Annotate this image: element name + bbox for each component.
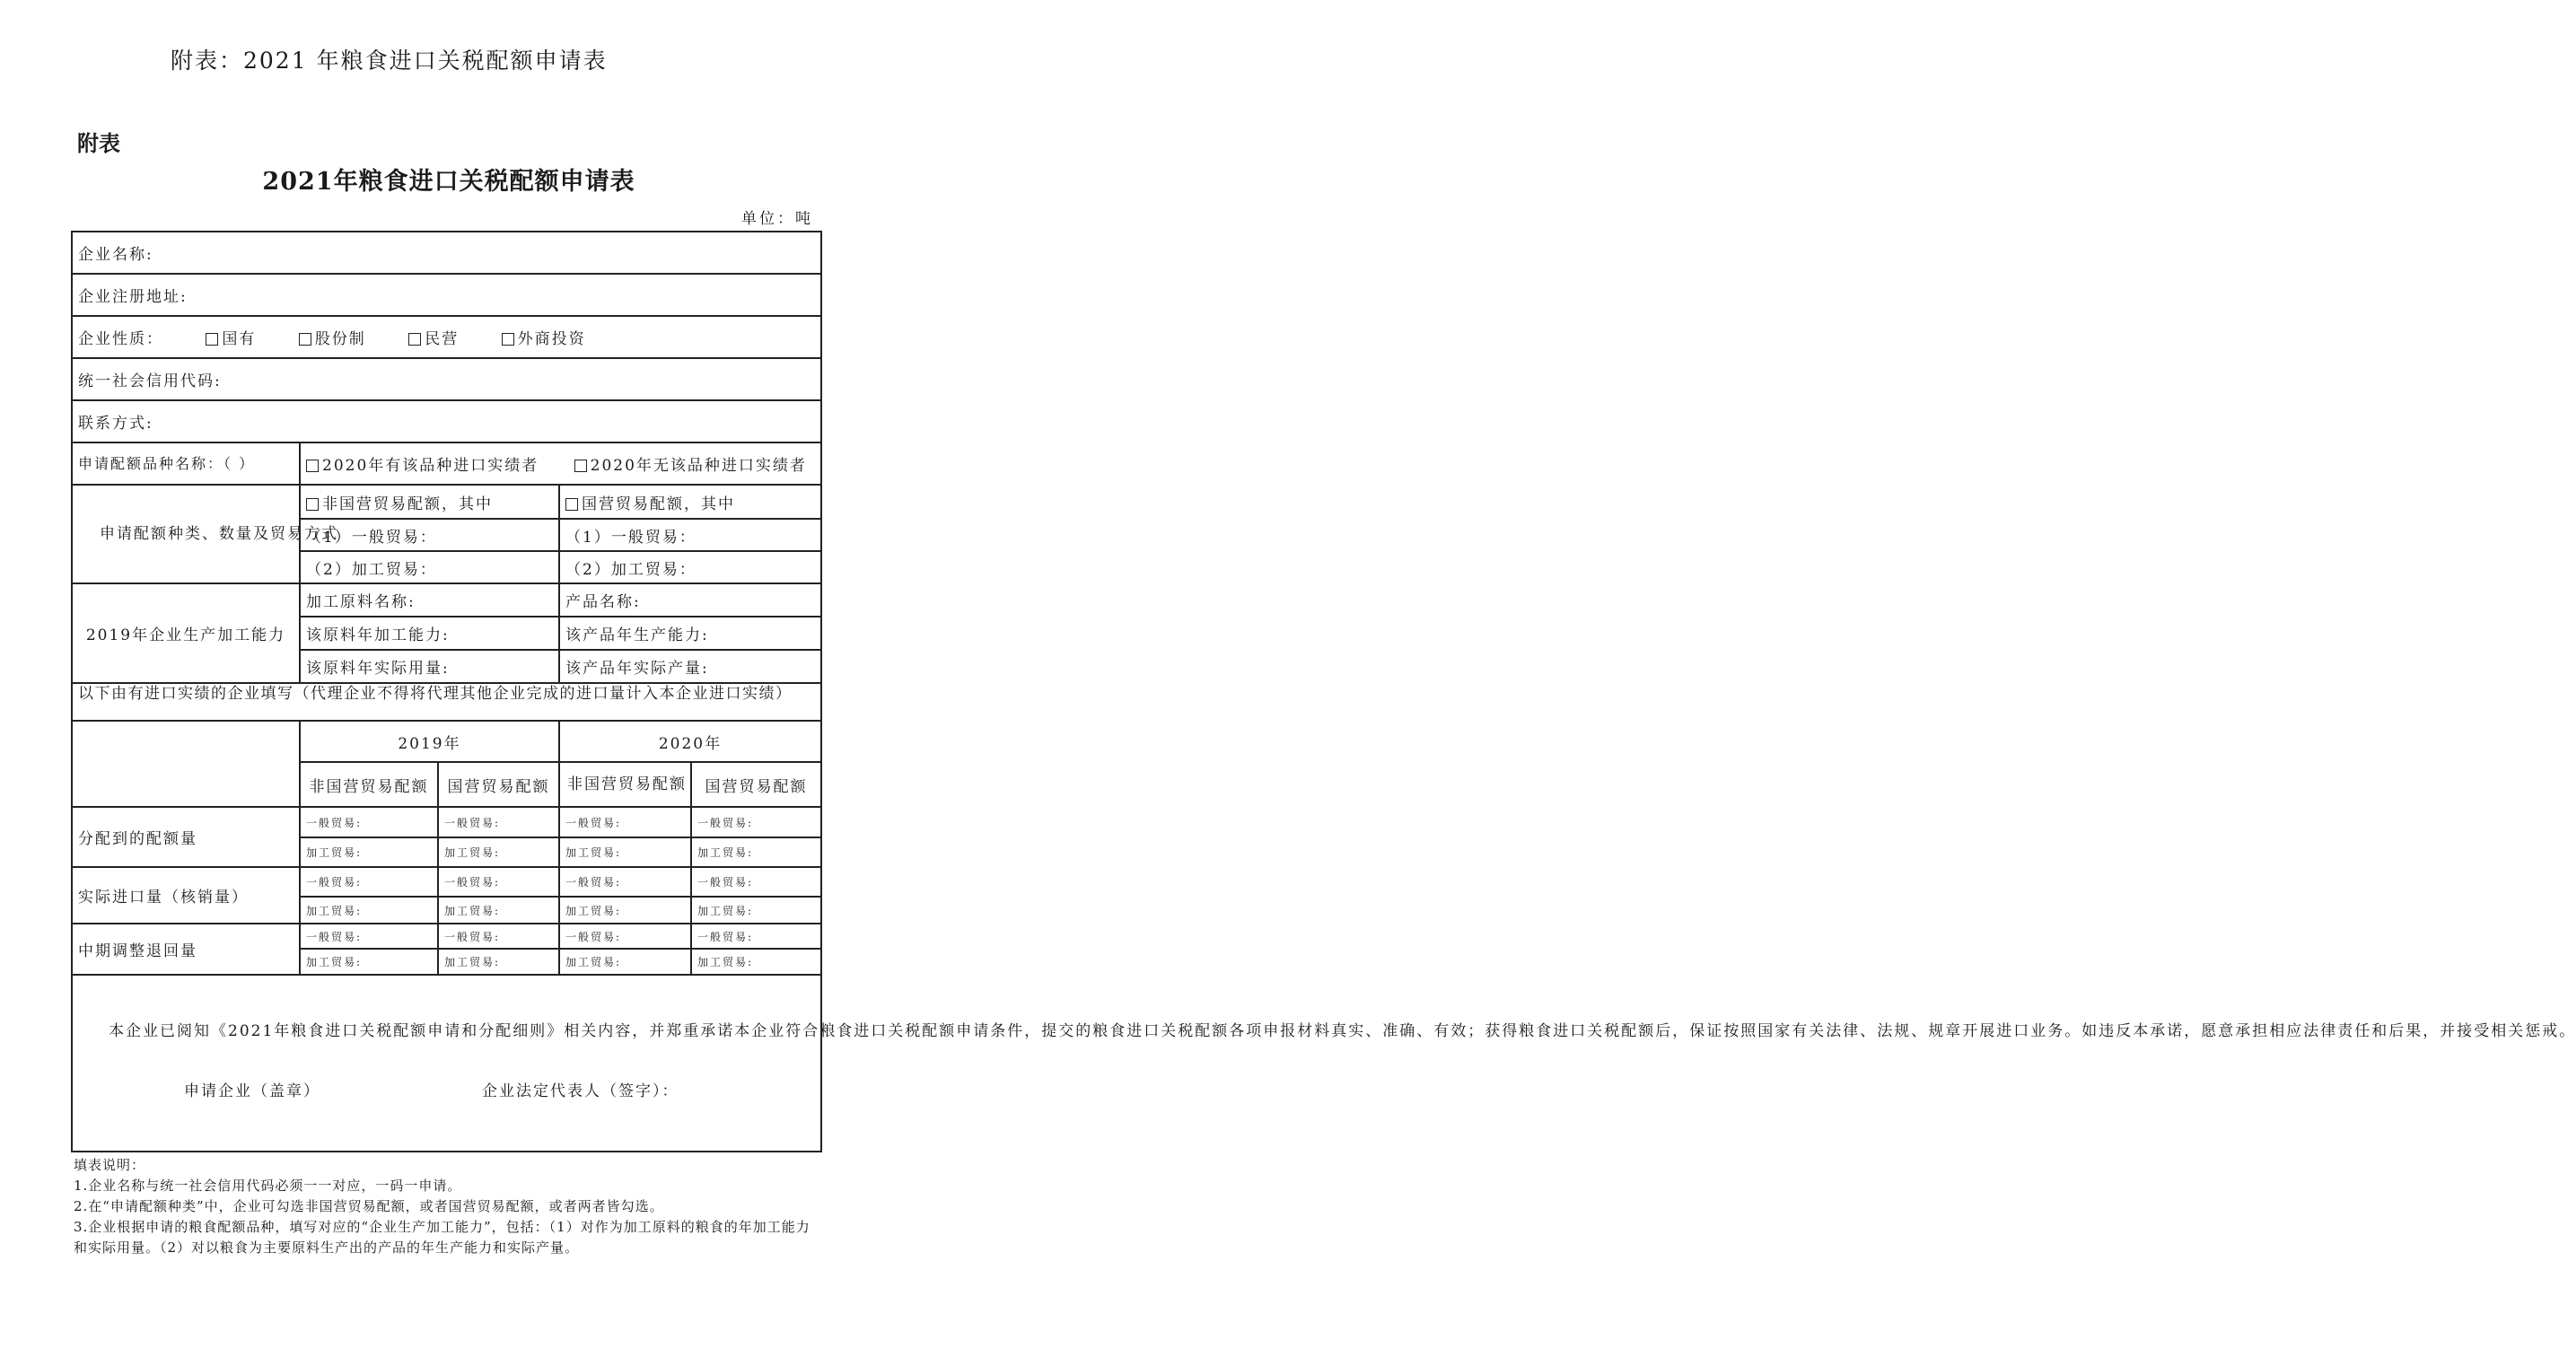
performance-note: 以下由有进口实绩的企业填写（代理企业不得将代理其他企业完成的进口量计入本企业进口实绩）: [72, 683, 821, 721]
nature-option-joint-stock[interactable]: 股份制: [299, 326, 366, 348]
non-state-processing-trade-field[interactable]: （2）加工贸易：: [300, 551, 559, 583]
cell-general-trade[interactable]: 一般贸易:: [691, 867, 821, 897]
company-nature-row: [72, 316, 821, 358]
product-output-field[interactable]: 该产品年实际产量:: [559, 650, 821, 683]
cell-general-trade[interactable]: 一般贸易:: [300, 867, 438, 897]
contact-field[interactable]: 联系方式:: [72, 400, 821, 442]
checkbox-icon[interactable]: [408, 333, 421, 346]
cell-processing-trade[interactable]: 加工贸易:: [559, 949, 691, 975]
application-form-table: [71, 231, 2576, 1152]
page-header: 附表：2021 年粮食进口关税配额申请表: [171, 48, 608, 74]
promise-section: [72, 975, 2576, 1152]
cell-general-trade[interactable]: 一般贸易:: [438, 924, 559, 949]
company-name-field[interactable]: 企业名称:: [72, 232, 821, 274]
capacity-label: 2019年企业生产加工能力: [72, 583, 300, 683]
product-name-field[interactable]: 产品名称:: [559, 583, 821, 617]
promise-text: 本企业已阅知《2021年粮食进口关税配额申请和分配细则》相关内容，并郑重承诺本企业符合粮食进口关税配额申请条件，提交的粮食进口关税配额各项申报材料真实、准确、有效；获得粮食进口关税配额后，保证按照国家有关法律、法规、规章开展进口业务。如违反本承诺，愿意承担相应法律责任和后果，并接受相关惩戒。: [109, 1022, 2576, 1040]
cell-general-trade[interactable]: 一般贸易:: [691, 807, 821, 837]
cell-general-trade[interactable]: 一般贸易:: [559, 807, 691, 837]
unit-label: 单位：吨: [741, 210, 813, 228]
cell-processing-trade[interactable]: 加工贸易:: [691, 949, 821, 975]
year-2020-header: 2020年: [559, 721, 821, 762]
product-capacity-field[interactable]: 该产品年生产能力:: [559, 617, 821, 650]
option-has-record[interactable]: 2020年有该品种进口实绩者: [306, 457, 539, 475]
year-2019-header: 2019年: [300, 721, 559, 762]
cell-processing-trade[interactable]: 加工贸易:: [300, 837, 438, 867]
company-nature-label: 企业性质：: [78, 330, 163, 348]
header-2019-non-state: 非国营贸易配额: [300, 762, 438, 807]
cell-processing-trade[interactable]: 加工贸易:: [559, 897, 691, 924]
cell-general-trade[interactable]: 一般贸易:: [300, 807, 438, 837]
cell-processing-trade[interactable]: 加工贸易:: [438, 837, 559, 867]
cell-processing-trade[interactable]: 加工贸易:: [438, 949, 559, 975]
allocated-quota-label: 分配到的配额量: [72, 807, 300, 867]
actual-import-label: 实际进口量（核销量）: [72, 867, 300, 924]
midterm-return-label: 中期调整退回量: [72, 924, 300, 975]
option-no-record[interactable]: 2020年无该品种进口实绩者: [574, 457, 807, 475]
cell-general-trade[interactable]: 一般贸易:: [300, 924, 438, 949]
material-usage-field[interactable]: 该原料年实际用量:: [300, 650, 559, 683]
quota-type-label: 申请配额种类、数量及贸易方式: [72, 485, 300, 583]
cell-general-trade[interactable]: 一般贸易:: [691, 924, 821, 949]
checkbox-icon[interactable]: [502, 333, 514, 346]
note-item: 1.企业名称与统一社会信用代码必须一一对应，一码一申请。: [74, 1178, 462, 1194]
cell-general-trade[interactable]: 一般贸易:: [559, 867, 691, 897]
state-general-trade-field[interactable]: （1）一般贸易：: [559, 519, 821, 551]
material-name-field[interactable]: 加工原料名称:: [300, 583, 559, 617]
checkbox-icon[interactable]: [206, 333, 218, 346]
header-2020-non-state: 非国营贸易配额: [559, 762, 691, 807]
cell-general-trade[interactable]: 一般贸易:: [559, 924, 691, 949]
state-quota-option[interactable]: 国营贸易配额，其中: [559, 485, 821, 519]
checkbox-icon[interactable]: [565, 498, 578, 511]
registered-address-field[interactable]: 企业注册地址:: [72, 274, 821, 316]
non-state-general-trade-field[interactable]: （1）一般贸易：: [300, 519, 559, 551]
note-item: 3.企业根据申请的粮食配额品种，填写对应的“企业生产加工能力”，包括：（1）对作为加工原料的粮食的年加工能力和实际用量。（2）对以粮食为主要原料生产出的产品的年生产能力和实际产量。: [74, 1219, 810, 1256]
cell-processing-trade[interactable]: 加工贸易:: [691, 837, 821, 867]
blank-header-cell: [72, 721, 300, 807]
non-state-quota-option[interactable]: 非国营贸易配额，其中: [300, 485, 559, 519]
nature-option-private[interactable]: 民营: [408, 326, 459, 348]
checkbox-icon[interactable]: [306, 460, 319, 472]
cell-processing-trade[interactable]: 加工贸易:: [691, 897, 821, 924]
checkbox-icon[interactable]: [574, 460, 587, 472]
header-2019-state: 国营贸易配额: [438, 762, 559, 807]
checkbox-icon[interactable]: [299, 333, 311, 346]
legal-rep-signature-field[interactable]: 企业法定代表人（签字）：: [482, 1082, 679, 1100]
nature-option-foreign[interactable]: 外商投资: [502, 326, 586, 348]
annex-label: 附表: [77, 131, 120, 156]
cell-processing-trade[interactable]: 加工贸易:: [559, 837, 691, 867]
cell-processing-trade[interactable]: 加工贸易:: [300, 949, 438, 975]
cell-processing-trade[interactable]: 加工贸易:: [300, 897, 438, 924]
nature-option-state-owned[interactable]: 国有: [206, 326, 256, 348]
cell-processing-trade[interactable]: 加工贸易:: [438, 897, 559, 924]
form-title: 2021年粮食进口关税配额申请表: [262, 168, 635, 196]
applicant-seal-field[interactable]: 申请企业（盖章）: [184, 1082, 320, 1100]
material-capacity-field[interactable]: 该原料年加工能力:: [300, 617, 559, 650]
header-2020-state: 国营贸易配额: [691, 762, 821, 807]
note-item: 2.在“申请配额种类”中，企业可勾选非国营贸易配额，或者国营贸易配额，或者两者皆勾选。: [74, 1198, 664, 1214]
cell-general-trade[interactable]: 一般贸易:: [438, 807, 559, 837]
state-processing-trade-field[interactable]: （2）加工贸易：: [559, 551, 821, 583]
notes-title: 填表说明：: [74, 1157, 146, 1173]
cell-general-trade[interactable]: 一般贸易:: [438, 867, 559, 897]
checkbox-icon[interactable]: [306, 498, 319, 511]
variety-options: [300, 442, 821, 485]
variety-name-field[interactable]: 申请配额品种名称：（ ）: [72, 442, 300, 485]
filling-instructions: [74, 1155, 819, 1258]
credit-code-field[interactable]: 统一社会信用代码:: [72, 358, 821, 400]
